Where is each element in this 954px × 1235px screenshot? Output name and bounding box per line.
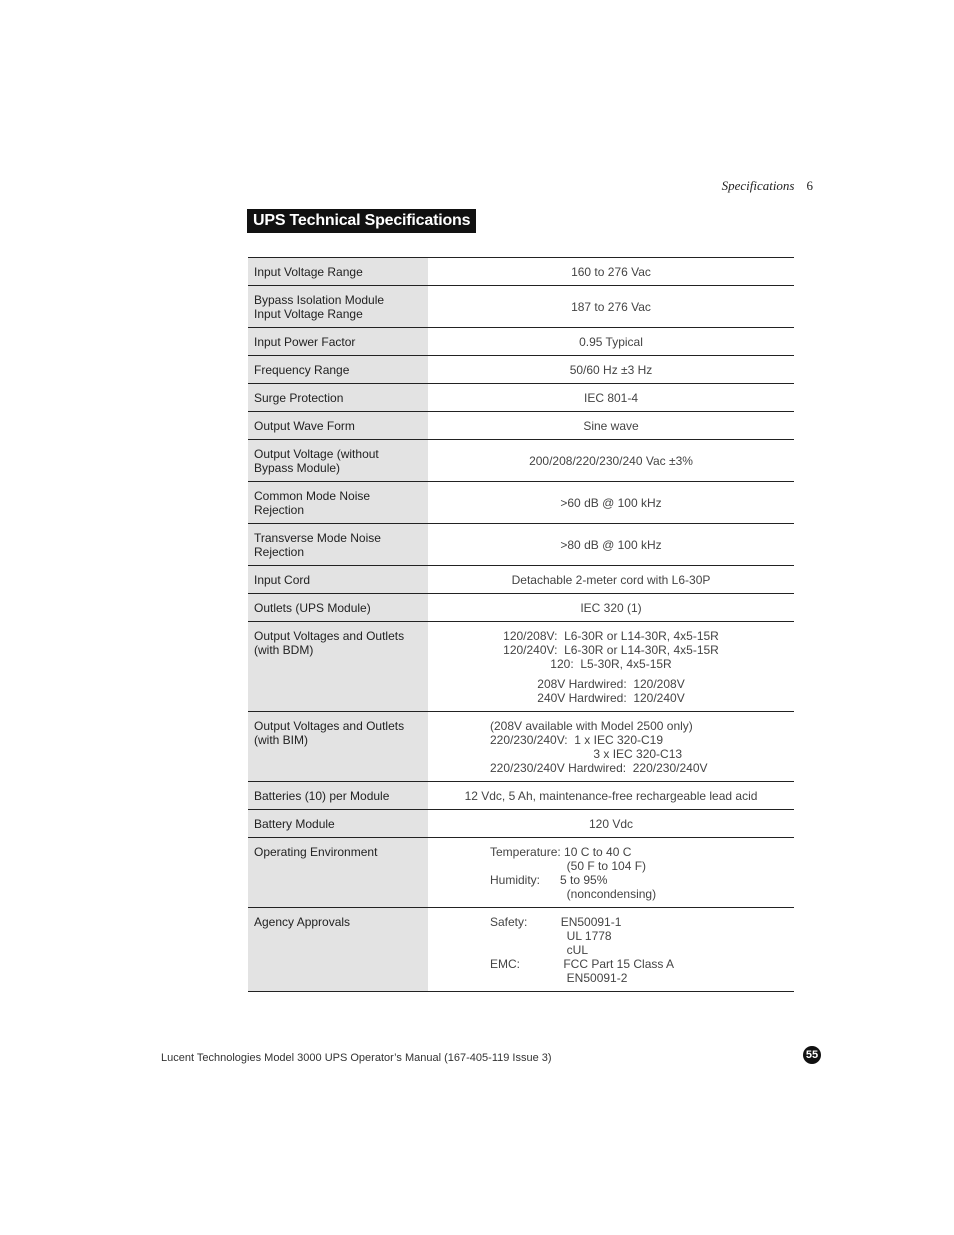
spec-label [248,782,428,810]
spec-value-line: 160 to 276 Vac [571,265,651,279]
spec-value [428,524,794,566]
spec-label-line: Frequency Range [254,363,350,377]
spec-label-line: (with BDM) [254,643,314,657]
table-row [248,622,794,712]
chapter-number: 6 [806,178,813,193]
table-row [248,594,794,622]
spec-value [428,622,794,712]
spec-label-line: Input Voltage Range [254,265,363,279]
spec-label [248,908,428,992]
spec-value-block: Temperature: 10 C to 40 C (50 F to 104 F) Humidity: 5 to 95% (noncondensing) [490,845,657,901]
spec-label-line: Batteries (10) per Module [254,789,390,803]
spec-value-line: 120/240V: L6-30R or L14-30R, 4x5-15R [503,643,719,657]
spec-label [248,810,428,838]
table-row [248,810,794,838]
spec-value-line: 187 to 276 Vac [571,300,651,314]
spec-value [428,712,794,782]
page-title: UPS Technical Specifications [247,209,476,233]
spec-value [428,286,794,328]
spec-label [248,838,428,908]
spec-value [428,356,794,384]
spec-label [248,286,428,328]
spec-value [428,908,794,992]
spec-value [428,412,794,440]
spec-label-line: Outlets (UPS Module) [254,601,371,615]
spec-value-line: IEC 801-4 [583,391,639,405]
spec-value [428,594,794,622]
spec-label [248,622,428,712]
spec-label-line: Output Voltage (without [254,447,379,461]
spec-label-line: Transverse Mode Noise [254,531,381,545]
spec-label [248,258,428,286]
table-row [248,440,794,482]
spec-label-line: Rejection [254,503,305,517]
spec-value-line: IEC 320 (1) [580,601,642,615]
spec-value [428,838,794,908]
spec-label-line: Bypass Module) [254,461,341,475]
spec-value [428,782,794,810]
table-row [248,566,794,594]
spec-label [248,384,428,412]
spec-value-line: Sine wave [583,419,639,433]
table-row [248,286,794,328]
spec-value [428,810,794,838]
spec-label-line: Surge Protection [254,391,344,405]
spec-label [248,440,428,482]
table-row [248,482,794,524]
spec-value [428,440,794,482]
spec-value-line: 208V Hardwired: 120/208V [537,677,685,691]
table-row [248,908,794,992]
spec-label-line: Common Mode Noise [254,489,371,503]
spec-label [248,594,428,622]
spec-label-line: Input Power Factor [254,335,356,349]
spec-label-line: Input Cord [254,573,311,587]
spec-value-block: Safety: EN50091-1 UL 1778 cUL EMC: FCC Part 15 Class A EN50091-2 [490,915,675,985]
spec-label-line: Battery Module [254,817,335,831]
spec-value [428,258,794,286]
table-row [248,328,794,356]
spec-label [248,328,428,356]
spec-value [428,384,794,412]
table-row [248,524,794,566]
running-head [722,178,813,194]
spec-value-line: Detachable 2-meter cord with L6-30P [511,573,711,587]
spec-value-line: 120/208V: L6-30R or L14-30R, 4x5-15R [503,629,719,643]
spec-label [248,566,428,594]
spec-label [248,712,428,782]
table-row [248,412,794,440]
spec-label [248,356,428,384]
table-row [248,356,794,384]
spec-label [248,524,428,566]
spec-value-line: 50/60 Hz ±3 Hz [569,363,653,377]
spec-label-line: Output Voltages and Outlets [254,629,405,643]
spec-table [248,257,794,992]
table-row [248,384,794,412]
spec-value-line: 0.95 Typical [579,335,643,349]
footer-text: Lucent Technologies Model 3000 UPS Operator’s Manual (167-405-119 Issue 3) [161,1052,552,1064]
spec-value-line: 120 Vdc [588,817,634,831]
section-name: Specifications [721,178,795,193]
table-row [248,712,794,782]
spec-value-line: 200/208/220/230/240 Vac ±3% [529,454,693,468]
spec-label-line: Rejection [254,545,305,559]
spec-label-line: Bypass Isolation Module [254,293,385,307]
spec-value-line: >60 dB @ 100 kHz [560,496,662,510]
spec-label-line: (with BIM) [254,733,308,747]
spec-value [428,328,794,356]
spec-label-line: Output Wave Form [254,419,355,433]
spec-label-line: Input Voltage Range [254,307,363,321]
spec-label-line: Agency Approvals [254,915,351,929]
spec-label [248,412,428,440]
spec-label [248,482,428,524]
spec-value-line: 240V Hardwired: 120/240V [537,691,685,705]
spec-value [428,566,794,594]
table-row [248,782,794,810]
spec-value-line: 12 Vdc, 5 Ah, maintenance-free rechargeable lead acid [464,789,758,803]
spec-value-block: (208V available with Model 2500 only) 220/230/240V: 1 x IEC 320-C19 3 x IEC 320-C13 220/230/240V Hardwired: 220/230/240V [490,719,708,775]
spec-value-line: 120: L5-30R, 4x5-15R [550,657,672,671]
spec-value [428,482,794,524]
table-row [248,838,794,908]
table-row [248,258,794,286]
spec-label-line: Output Voltages and Outlets [254,719,405,733]
spec-value-line: >80 dB @ 100 kHz [560,538,662,552]
page-number: 55 [803,1046,821,1064]
spec-label-line: Operating Environment [254,845,378,859]
